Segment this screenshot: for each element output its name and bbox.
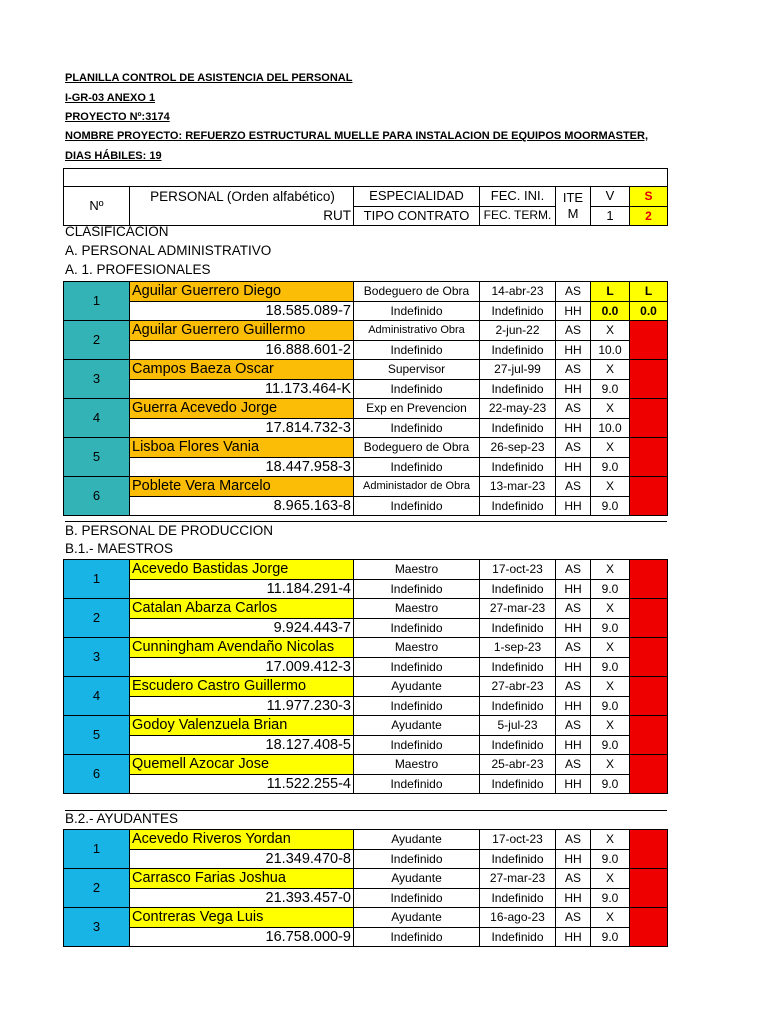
contract-type: Indefinido — [354, 618, 480, 638]
contract-type: Indefinido — [354, 657, 480, 677]
contract-type: Indefinido — [354, 301, 480, 321]
row-number: 3 — [64, 360, 130, 399]
attendance-mark: X — [591, 638, 630, 658]
start-date: 5-jul-23 — [480, 716, 556, 736]
start-date: 1-sep-23 — [480, 638, 556, 658]
start-date: 27-abr-23 — [480, 677, 556, 697]
contract-type: Indefinido — [354, 418, 480, 438]
header-contract-type: TIPO CONTRATO — [354, 206, 480, 226]
section-a-title: A. PERSONAL ADMINISTRATIVO — [65, 243, 272, 258]
item-code: AS — [556, 438, 591, 458]
hours-value: 9.0 — [591, 849, 630, 869]
employee-name: Quemell Azocar Jose — [130, 755, 354, 775]
hours-value: 9.0 — [591, 927, 630, 947]
employee-rut: 18.127.408-5 — [130, 735, 354, 755]
hours-value: 10.0 — [591, 418, 630, 438]
attendance-mark: L — [591, 282, 630, 302]
row-number: 2 — [64, 321, 130, 360]
employee-name: Acevedo Riveros Yordan — [130, 830, 354, 850]
item-code: HH — [556, 849, 591, 869]
header-fec-term: FEC. TERM. — [480, 206, 556, 226]
table-row — [64, 657, 668, 677]
table-row — [64, 716, 668, 736]
blank-header-row — [64, 169, 668, 187]
attendance-mark: X — [591, 716, 630, 736]
employee-specialty: Ayudante — [354, 677, 480, 697]
table-row — [64, 560, 668, 580]
end-date: Indefinido — [480, 496, 556, 516]
employee-specialty: Ayudante — [354, 908, 480, 928]
contract-type: Indefinido — [354, 457, 480, 477]
employee-specialty: Bodeguero de Obra — [354, 282, 480, 302]
employee-name: Campos Baeza Oscar — [130, 360, 354, 380]
status-cell — [630, 638, 668, 677]
row-number: 4 — [64, 399, 130, 438]
contract-type: Indefinido — [354, 340, 480, 360]
status-cell — [630, 477, 668, 516]
status-cell — [630, 830, 668, 869]
employee-rut: 8.965.163-8 — [130, 496, 354, 516]
row-number: 5 — [64, 716, 130, 755]
attendance-mark: X — [591, 321, 630, 341]
table-row — [64, 908, 668, 928]
row-number: 6 — [64, 755, 130, 794]
item-code: AS — [556, 677, 591, 697]
table-row — [64, 735, 668, 755]
attendance-mark: X — [591, 830, 630, 850]
table-row — [64, 755, 668, 775]
start-date: 14-abr-23 — [480, 282, 556, 302]
item-code: HH — [556, 696, 591, 716]
employee-name: Aguilar Guerrero Diego — [130, 282, 354, 302]
hours-value: 9.0 — [591, 379, 630, 399]
table-row — [64, 830, 668, 850]
item-code: AS — [556, 282, 591, 302]
employee-rut: 9.924.443-7 — [130, 618, 354, 638]
employee-specialty: Maestro — [354, 755, 480, 775]
employee-rut: 11.184.291-4 — [130, 579, 354, 599]
end-date: Indefinido — [480, 340, 556, 360]
header-specialty: ESPECIALIDAD — [354, 187, 480, 207]
item-code: HH — [556, 618, 591, 638]
project-number: PROYECTO Nº:3174 — [65, 111, 170, 123]
header-item: ITE M — [556, 187, 591, 226]
attendance-mark: X — [591, 360, 630, 380]
employee-name: Escudero Castro Guillermo — [130, 677, 354, 697]
start-date: 13-mar-23 — [480, 477, 556, 497]
table-section-b1 — [63, 559, 668, 794]
employee-rut: 21.393.457-0 — [130, 888, 354, 908]
start-date: 27-jul-99 — [480, 360, 556, 380]
table-row — [64, 360, 668, 380]
status-cell — [630, 908, 668, 947]
employee-name: Lisboa Flores Vania — [130, 438, 354, 458]
status-cell — [630, 716, 668, 755]
end-date: Indefinido — [480, 457, 556, 477]
header-v-number: 1 — [591, 206, 630, 226]
employee-name: Carrasco Farias Joshua — [130, 869, 354, 889]
employee-rut: 16.888.601-2 — [130, 340, 354, 360]
start-date: 2-jun-22 — [480, 321, 556, 341]
employee-rut: 17.814.732-3 — [130, 418, 354, 438]
employee-name: Cunningham Avendaño Nicolas — [130, 638, 354, 658]
employee-rut: 17.009.412-3 — [130, 657, 354, 677]
table-row — [64, 677, 668, 697]
item-code: HH — [556, 496, 591, 516]
employee-rut: 16.758.000-9 — [130, 927, 354, 947]
employee-name: Acevedo Bastidas Jorge — [130, 560, 354, 580]
attendance-mark: X — [591, 869, 630, 889]
employee-name: Guerra Acevedo Jorge — [130, 399, 354, 419]
end-date: Indefinido — [480, 579, 556, 599]
header-fec-ini: FEC. INI. — [480, 187, 556, 207]
start-date: 17-oct-23 — [480, 830, 556, 850]
end-date: Indefinido — [480, 618, 556, 638]
status-cell — [630, 599, 668, 638]
table-section-a — [63, 281, 668, 516]
row-number: 3 — [64, 908, 130, 947]
employee-specialty: Ayudante — [354, 830, 480, 850]
item-code: AS — [556, 477, 591, 497]
end-date: Indefinido — [480, 849, 556, 869]
table-row — [64, 438, 668, 458]
end-date: Indefinido — [480, 418, 556, 438]
header-s: S — [630, 187, 668, 207]
hours-value: 9.0 — [591, 579, 630, 599]
table-row — [64, 618, 668, 638]
status-cell — [630, 321, 668, 360]
contract-type: Indefinido — [354, 849, 480, 869]
row-number: 2 — [64, 599, 130, 638]
section-b1-title: B.1.- MAESTROS — [65, 541, 174, 556]
end-date: Indefinido — [480, 301, 556, 321]
start-date: 22-may-23 — [480, 399, 556, 419]
start-date: 27-mar-23 — [480, 599, 556, 619]
attendance-mark: X — [591, 755, 630, 775]
hours-value: 9.0 — [591, 888, 630, 908]
contract-type: Indefinido — [354, 579, 480, 599]
status-cell — [630, 360, 668, 399]
divider — [65, 521, 667, 522]
contract-type: Indefinido — [354, 735, 480, 755]
employee-name: Godoy Valenzuela Brian — [130, 716, 354, 736]
attendance-mark: X — [591, 399, 630, 419]
table-row — [64, 638, 668, 658]
column-header-table — [63, 168, 668, 226]
status-cell — [630, 399, 668, 438]
table-row — [64, 888, 668, 908]
item-code: HH — [556, 579, 591, 599]
status-cell — [630, 677, 668, 716]
employee-specialty: Maestro — [354, 560, 480, 580]
employee-specialty: Administrativo Obra — [354, 321, 480, 341]
contract-type: Indefinido — [354, 696, 480, 716]
table-row — [64, 340, 668, 360]
attendance-mark: X — [591, 560, 630, 580]
end-date: Indefinido — [480, 379, 556, 399]
row-number: 4 — [64, 677, 130, 716]
employee-name: Contreras Vega Luis — [130, 908, 354, 928]
header-personal: PERSONAL (Orden alfabético) — [130, 187, 354, 207]
table-row — [64, 477, 668, 497]
item-code: AS — [556, 599, 591, 619]
contract-type: Indefinido — [354, 379, 480, 399]
employee-specialty: Maestro — [354, 638, 480, 658]
employee-specialty: Ayudante — [354, 716, 480, 736]
start-date: 27-mar-23 — [480, 869, 556, 889]
item-code: HH — [556, 927, 591, 947]
row-number: 3 — [64, 638, 130, 677]
table-row — [64, 301, 668, 321]
table-row — [64, 869, 668, 889]
start-date: 16-ago-23 — [480, 908, 556, 928]
item-code: AS — [556, 638, 591, 658]
employee-specialty: Administador de Obra — [354, 477, 480, 497]
end-date: Indefinido — [480, 735, 556, 755]
row-number: 5 — [64, 438, 130, 477]
employee-rut: 11.522.255-4 — [130, 774, 354, 794]
row-number: 1 — [64, 282, 130, 321]
item-code: AS — [556, 321, 591, 341]
item-code: HH — [556, 457, 591, 477]
item-code: HH — [556, 657, 591, 677]
row-number: 1 — [64, 560, 130, 599]
item-code: AS — [556, 360, 591, 380]
employee-rut: 11.173.464-K — [130, 379, 354, 399]
item-code: AS — [556, 716, 591, 736]
item-code: AS — [556, 908, 591, 928]
item-code: AS — [556, 399, 591, 419]
hours-value: 9.0 — [591, 496, 630, 516]
table-row — [64, 599, 668, 619]
table-row — [64, 321, 668, 341]
employee-specialty: Ayudante — [354, 869, 480, 889]
table-row — [64, 282, 668, 302]
attendance-mark: X — [591, 438, 630, 458]
section-b-title: B. PERSONAL DE PRODUCCION — [65, 523, 274, 538]
header-number: Nº — [64, 187, 130, 226]
hours-value: 9.0 — [591, 696, 630, 716]
document-code: I-GR-03 ANEXO 1 — [65, 92, 156, 104]
end-date: Indefinido — [480, 774, 556, 794]
header-s-number: 2 — [630, 206, 668, 226]
item-code: AS — [556, 869, 591, 889]
section-b2-title: B.2.- AYUDANTES — [65, 811, 179, 826]
employee-specialty: Bodeguero de Obra — [354, 438, 480, 458]
attendance-mark: X — [591, 677, 630, 697]
end-date: Indefinido — [480, 696, 556, 716]
hours-value: 9.0 — [591, 618, 630, 638]
status-cell — [630, 560, 668, 599]
table-section-b2 — [63, 829, 668, 947]
start-date: 26-sep-23 — [480, 438, 556, 458]
item-code: HH — [556, 379, 591, 399]
employee-rut: 18.585.089-7 — [130, 301, 354, 321]
page-title: PLANILLA CONTROL DE ASISTENCIA DEL PERSONAL — [65, 72, 353, 84]
start-date: 25-abr-23 — [480, 755, 556, 775]
start-date: 17-oct-23 — [480, 560, 556, 580]
status-cell — [630, 438, 668, 477]
item-code: HH — [556, 340, 591, 360]
attendance-mark: X — [591, 908, 630, 928]
hours-value: 10.0 — [591, 340, 630, 360]
end-date: Indefinido — [480, 927, 556, 947]
hours-value: 9.0 — [591, 457, 630, 477]
clasificacion-label: CLASIFICACION — [65, 224, 169, 239]
item-code: HH — [556, 888, 591, 908]
table-row — [64, 849, 668, 869]
table-row — [64, 774, 668, 794]
table-row — [64, 379, 668, 399]
end-date: Indefinido — [480, 657, 556, 677]
contract-type: Indefinido — [354, 888, 480, 908]
header-v: V — [591, 187, 630, 207]
item-code: AS — [556, 755, 591, 775]
contract-type: Indefinido — [354, 774, 480, 794]
hours-value: 9.0 — [591, 774, 630, 794]
hours-value: 0.0 — [591, 301, 630, 321]
working-days: DIAS HÁBILES: 19 — [65, 150, 162, 162]
hours-value: 9.0 — [591, 735, 630, 755]
item-code: HH — [556, 301, 591, 321]
item-code: HH — [556, 418, 591, 438]
item-code: AS — [556, 830, 591, 850]
table-row — [64, 579, 668, 599]
employee-rut: 11.977.230-3 — [130, 696, 354, 716]
table-row — [64, 399, 668, 419]
table-row — [64, 696, 668, 716]
employee-rut: 21.349.470-8 — [130, 849, 354, 869]
project-name: NOMBRE PROYECTO: REFUERZO ESTRUCTURAL MUELLE PARA INSTALACION DE EQUIPOS MOORMASTER, — [65, 130, 649, 142]
contract-type: Indefinido — [354, 927, 480, 947]
status-cell — [630, 869, 668, 908]
employee-specialty: Supervisor — [354, 360, 480, 380]
employee-name: Poblete Vera Marcelo — [130, 477, 354, 497]
header-rut: RUT — [130, 206, 354, 226]
table-row — [64, 418, 668, 438]
employee-specialty: Exp en Prevencion — [354, 399, 480, 419]
table-row — [64, 457, 668, 477]
employee-name: Catalan Abarza Carlos — [130, 599, 354, 619]
item-code: HH — [556, 774, 591, 794]
attendance-mark: X — [591, 599, 630, 619]
hours-value-s: 0.0 — [630, 301, 668, 321]
item-code: AS — [556, 560, 591, 580]
row-number: 6 — [64, 477, 130, 516]
table-row — [64, 496, 668, 516]
section-a1-title: A. 1. PROFESIONALES — [65, 262, 211, 277]
employee-specialty: Maestro — [354, 599, 480, 619]
row-number: 1 — [64, 830, 130, 869]
row-number: 2 — [64, 869, 130, 908]
employee-rut: 18.447.958-3 — [130, 457, 354, 477]
end-date: Indefinido — [480, 888, 556, 908]
employee-name: Aguilar Guerrero Guillermo — [130, 321, 354, 341]
table-row — [64, 927, 668, 947]
hours-value: 9.0 — [591, 657, 630, 677]
status-cell — [630, 755, 668, 794]
item-code: HH — [556, 735, 591, 755]
attendance-mark: X — [591, 477, 630, 497]
attendance-mark-s: L — [630, 282, 668, 302]
contract-type: Indefinido — [354, 496, 480, 516]
